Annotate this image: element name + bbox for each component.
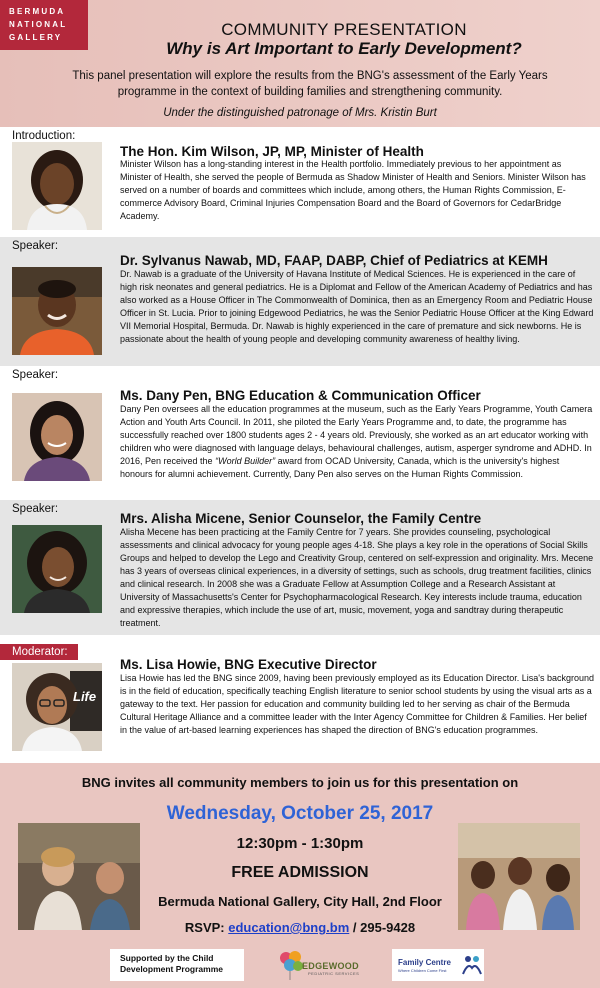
bio-text-part: award from OCAD University, Canada, which is the university's highest honours for alumni achievement. Currently, Dany Pen also serves on the Human Rights Commission. <box>120 456 560 479</box>
family-centre-tagline: Where Children Come First <box>398 968 447 973</box>
event-details <box>0 763 600 988</box>
moderator-label: Moderator: <box>0 644 78 660</box>
speaker-section-intro <box>0 127 600 237</box>
speaker-name: Mrs. Alisha Micene, Senior Counselor, the Family Centre <box>120 511 482 526</box>
logo-line-2: NATIONAL <box>9 20 68 29</box>
family-centre-logo[interactable] <box>392 949 484 981</box>
award-name: “World Builder” <box>215 456 276 466</box>
speaker-photo-lisa-howie <box>12 663 102 751</box>
speaker-name: The Hon. Kim Wilson, JP, MP, Minister of Health <box>120 144 424 159</box>
support-text-line-1: Supported by the Child <box>120 953 214 963</box>
support-text-line-2: Development Programme <box>120 964 223 974</box>
page-subtitle: Why is Art Important to Early Development? <box>166 39 522 58</box>
role-label: Introduction: <box>12 130 76 142</box>
admission-text: FREE ADMISSION <box>231 864 369 881</box>
family-figures-icon <box>462 954 482 976</box>
logo-line-3: GALLERY <box>9 33 63 42</box>
speaker-section-howie <box>0 635 600 763</box>
speaker-bio: Alisha Mecene has been practicing at the Family Centre for 7 years. She provides counseling, psychological assessments and clinical advocacy for young people ages 4-18. She plays a key role in the operations of Social Skills Groups and helped to develop the Lego and Creativity Group, centered on self-expression and originality. Mrs. Mecene has 3 years of overseas clinical experiences, in a diversity of settings, such as schools, drug treatment facilities, clinics and clinical research. In 2008 she was a Graduate Fellow at Assumption College and a Research Assistant at University of Massachusetts's Center for Psychopharmacological Research. Key interests include trauma, education and expressive therapies, which include the use of art, music, movement, yoga and sandtray during therapeutic treatment. <box>120 527 594 628</box>
speaker-name: Ms. Lisa Howie, BNG Executive Director <box>120 657 377 672</box>
speaker-section-micene <box>0 500 600 635</box>
family-centre-name: Family Centre <box>398 958 451 967</box>
role-label: Speaker: <box>12 240 59 252</box>
logo-line-1: BERMUDA <box>9 7 66 16</box>
role-label: Speaker: <box>12 369 59 381</box>
speaker-photo-kim-wilson <box>12 142 102 230</box>
speaker-name: Dr. Sylvanus Nawab, MD, FAAP, DABP, Chief of Pediatrics at KEMH <box>120 253 548 268</box>
speaker-name: Ms. Dany Pen, BNG Education & Communication Officer <box>120 388 481 403</box>
speaker-section-pen <box>0 366 600 500</box>
speaker-bio: Dr. Nawab is a graduate of the University of Havana Institute of Medical Sciences. He is experienced in the care of high risk neonates and general pediatrics. He is a Diplomat and Fellow of the American Academy of Pediatrics and has also worked as a House Officer in The Commonwealth of Dominica, then as an Emergency Room and Pediatric House Officer in St. Lucia. Prior to joining Edgewood Pediatrics, he was the Senior Pediatric House Officer at the King Edward VII Memorial Hospital, Bermuda. Dr. Nawab is highly experienced in the care of premature and sick newborns. He is passionate about the health of young people and developing community awareness of healthy living. <box>120 269 594 344</box>
speaker-section-nawab <box>0 237 600 366</box>
event-time: 12:30pm - 1:30pm <box>236 835 364 852</box>
speaker-photo-sylvanus-nawab <box>12 267 102 355</box>
rsvp-phone: / 295-9428 <box>352 920 416 935</box>
sponsor-child-development <box>110 949 244 981</box>
speaker-bio: Minister Wilson has a long-standing interest in the Health portfolio. Immediately previous to her appointment as Minister of Health, she served the people of Bermuda as Shadow Minister of Health and Seniors. Minister Wilson has served on a number of boards and committees which include, among others, the Human Rights Commission, E-commerce Advisory Board, Criminal Injuries Compensation Board and the Board of Governors for CedarBridge Academy. <box>120 159 586 221</box>
edgewood-tagline: PEDIATRIC SERVICES <box>308 971 360 976</box>
patronage-text: Under the distinguished patronage of Mrs. Kristin Burt <box>163 107 437 119</box>
event-date: Wednesday, October 25, 2017 <box>166 803 434 824</box>
event-location: Bermuda National Gallery, City Hall, 2nd Floor <box>158 894 442 909</box>
intro-text: This panel presentation will explore the results from the BNG's assessment of the Early Years programme in the context of building families and strengthening community. <box>72 70 548 98</box>
edgewood-name: EDGEWOOD <box>302 961 359 971</box>
rsvp-line <box>0 920 600 935</box>
speaker-photo-dany-pen <box>12 393 102 481</box>
header <box>0 0 600 127</box>
shirt-text: Life <box>73 689 97 704</box>
bio-text-part: Dany Pen oversees all the education programmes at the museum, such as the Early Years Programme, Youth Camera Action and Youth Arts Council. In 2011, she piloted the Early Years Programme and, to date, the programme has successfully reached over 1800 students ages 2 - 4 years old. Previously, she worked as an art educator working with children who were diagnosed with language delays, behavioural challenges, autism, asperger syndrome and ADHD. In 2016, Pen received the <box>120 404 593 466</box>
speaker-bio: Lisa Howie has led the BNG since 2009, having been previously employed as its Education Director. Lisa's background is in the field of education, specifically teaching English literature to senior school students by using the visual arts as a gateway to the text. Her passion for education and community building led to her serving as chair of the Bermuda Cultural Heritage Alliance and a committee leader with the Inter Agency Committee for Children & Families. Her belief in the value of art-based learning experiences has shaped the direction of BNG's education programmes. <box>120 673 594 735</box>
bng-logo[interactable] <box>0 0 88 50</box>
page-title: COMMUNITY PRESENTATION <box>221 20 467 39</box>
rsvp-label: RSVP: <box>184 920 225 935</box>
invite-text: BNG invites all community members to join us for this presentation on <box>81 775 519 790</box>
balloons-icon <box>278 950 304 980</box>
speaker-photo-alisha-micene <box>12 525 102 613</box>
edgewood-logo[interactable] <box>278 949 364 981</box>
role-label: Speaker: <box>12 503 59 515</box>
speaker-bio <box>120 403 594 481</box>
rsvp-email-link[interactable]: education@bng.bm <box>228 920 350 935</box>
